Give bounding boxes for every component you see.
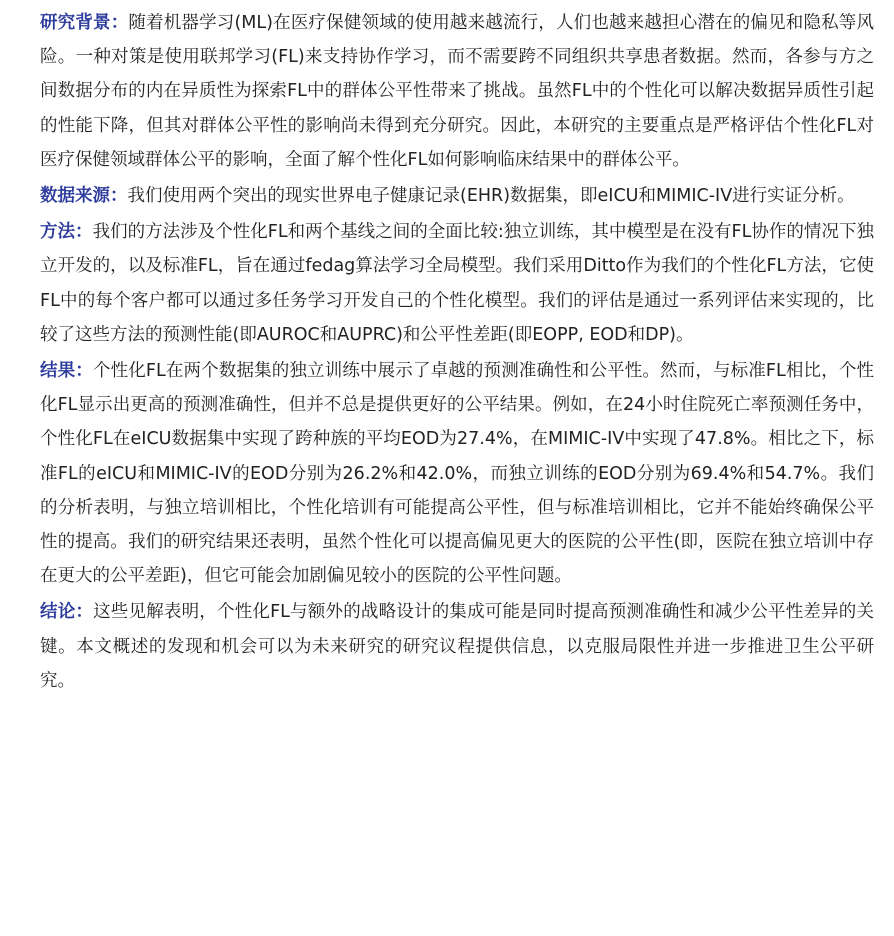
section-data-source <box>40 179 874 213</box>
section-text: 随着机器学习(ML)在医疗保健领域的使用越来越流行，人们也越来越担心潜在的偏见和隐私等风险。一种对策是使用联邦学习(FL)来支持协作学习，而不需要跨不同组织共享患者数据。然而，各参与方之间数据分布的内在异质性为探索FL中的群体公平性带来了挑战。虽然FL中的个性化可以解决数据异质性引起的性能下降，但其对群体公平性的影响尚未得到充分研究。因此，本研究的主要重点是严格评估个性化FL对医疗保健领域群体公平的影响，全面了解个性化FL如何影响临床结果中的群体公平。 <box>40 13 874 170</box>
section-label: 研究背景： <box>40 13 129 33</box>
section-text: 这些见解表明，个性化FL与额外的战略设计的集成可能是同时提高预测准确性和减少公平性差异的关键。本文概述的发现和机会可以为未来研究的研究议程提供信息，以克服局限性并进一步推进卫生公平研究。 <box>40 602 875 691</box>
section-methods <box>40 215 874 352</box>
section-label: 数据来源： <box>40 186 128 207</box>
section-text: 我们使用两个突出的现实世界电子健康记录(EHR)数据集，即eICU和MIMIC-IV进行实证分析。 <box>127 186 855 207</box>
section-label: 结论： <box>40 602 94 623</box>
section-text: 我们的方法涉及个性化FL和两个基线之间的全面比较:独立训练，其中模型是在没有FL协作的情况下独立开发的，以及标准FL，旨在通过fedag算法学习全局模型。我们采用Ditto作为我们的个性化FL方法，它使FL中的每个客户都可以通过多任务学习开发自己的个性化模型。我们的评估是通过一系列评估来实现的，比较了这些方法的预测性能(即AUROC和AUPRC)和公平性差距(即EOPP, EOD和DP)。 <box>40 222 874 345</box>
section-results <box>40 354 874 593</box>
section-label: 结果： <box>40 361 93 382</box>
section-text: 个性化FL在两个数据集的独立训练中展示了卓越的预测准确性和公平性。然而，与标准FL相比，个性化FL显示出更高的预测准确性，但并不总是提供更好的公平结果。例如，在24小时住院死亡率预测任务中，个性化FL在eICU数据集中实现了跨种族的平均EOD为27.4%，在MIMIC-IV中实现了47.8%。相比之下，标准FL的eICU和MIMIC-IV的EOD分别为26.2%和42.0%，而独立训练的EOD分别为69.4%和54.7%。我们的分析表明，与独立培训相比，个性化培训有可能提高公平性，但与标准培训相比，它并不能始终确保公平性的提高。我们的研究结果还表明，虽然个性化可以提高偏见更大的医院的公平性(即，医院在独立培训中存在更大的公平差距)，但它可能会加剧偏见较小的医院的公平性问题。 <box>40 361 874 587</box>
section-background <box>40 6 874 177</box>
section-conclusion <box>40 595 874 698</box>
section-label: 方法： <box>40 222 93 243</box>
